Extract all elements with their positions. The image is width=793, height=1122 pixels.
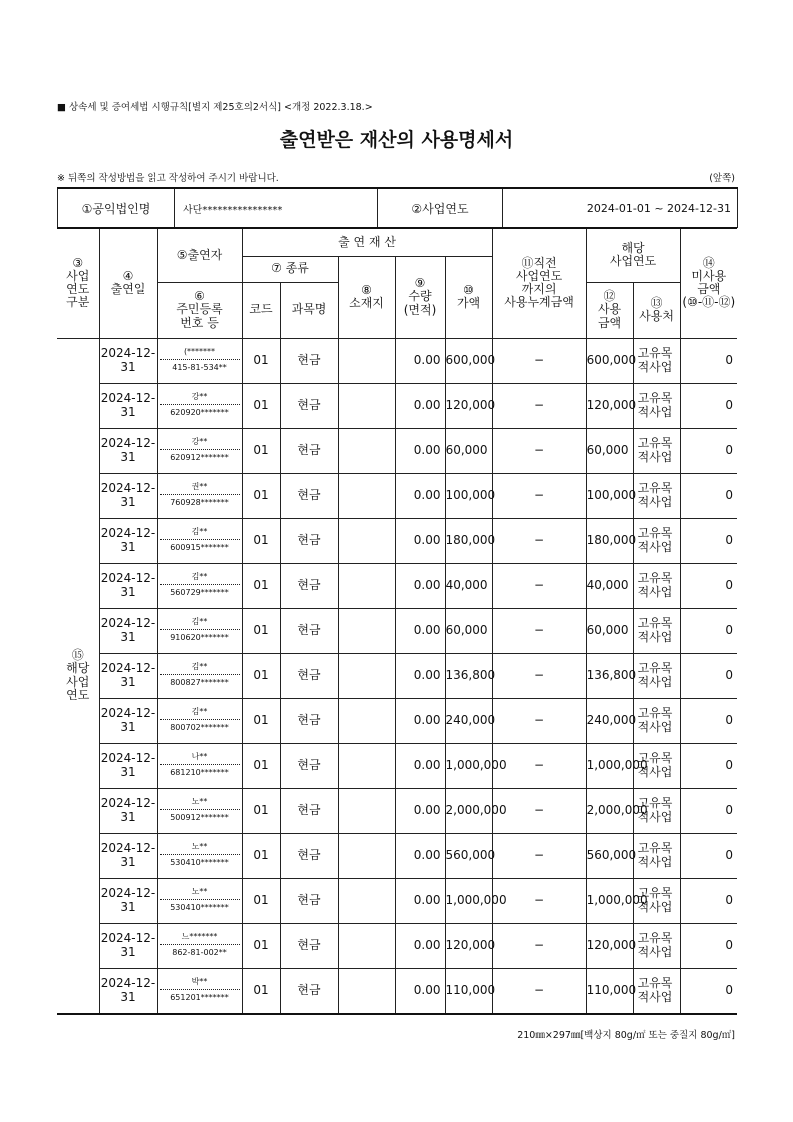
asset-code: 01 (242, 473, 280, 518)
table-row (57, 473, 737, 518)
asset-subject: 현금 (280, 608, 338, 653)
asset-subject: 현금 (280, 923, 338, 968)
header-year-category: ③ 사업 연도 구분 (57, 228, 99, 338)
unused-amount: 0 (680, 653, 737, 698)
asset-quantity: 0.00 (395, 833, 445, 878)
unused-amount: 0 (680, 878, 737, 923)
asset-code: 01 (242, 743, 280, 788)
donation-date: 2024-12-31 (99, 923, 157, 968)
asset-subject: 현금 (280, 563, 338, 608)
donor-name: 노** (160, 843, 240, 855)
unused-amount: 0 (680, 743, 737, 788)
donor-cell (157, 833, 242, 878)
donation-date: 2024-12-31 (99, 878, 157, 923)
donation-date: 2024-12-31 (99, 563, 157, 608)
asset-quantity: 0.00 (395, 923, 445, 968)
asset-location (338, 653, 395, 698)
asset-usage-table (57, 227, 737, 1015)
page-title: 출연받은 재산의 사용명세서 (279, 129, 514, 151)
prev-cumulative: − (492, 878, 586, 923)
donor-id: 681210******* (170, 768, 229, 777)
unused-amount: 0 (680, 428, 737, 473)
asset-value: 136,800 (445, 653, 492, 698)
donor-id: 600915******* (170, 543, 229, 552)
header-donation-date: ④ 출연일 (99, 228, 157, 338)
donor-id: 800827******* (170, 678, 229, 687)
asset-value: 180,000 (445, 518, 492, 563)
asset-location (338, 563, 395, 608)
header-quantity: ⑨ 수량 (면적) (395, 256, 445, 338)
used-amount: 60,000 (586, 608, 633, 653)
donor-cell (157, 968, 242, 1014)
table-row (57, 833, 737, 878)
donor-id: 620920******* (170, 408, 229, 417)
header-unused-amount: ⑭ 미사용 금액 (⑩-⑪-⑫) (680, 228, 737, 338)
asset-value: 110,000 (445, 968, 492, 1014)
donor-cell (157, 383, 242, 428)
donation-date: 2024-12-31 (99, 338, 157, 383)
asset-subject: 현금 (280, 383, 338, 428)
donation-date: 2024-12-31 (99, 788, 157, 833)
asset-value: 2,000,000 (445, 788, 492, 833)
asset-code: 01 (242, 833, 280, 878)
header-value: ⑩ 가액 (445, 256, 492, 338)
donor-cell (157, 653, 242, 698)
asset-subject: 현금 (280, 968, 338, 1014)
unused-amount: 0 (680, 698, 737, 743)
page-side-label: (앞쪽) (709, 173, 735, 184)
donation-date: 2024-12-31 (99, 698, 157, 743)
donor-name: 강** (160, 438, 240, 450)
business-year-value: 2024-01-01 ~ 2024-12-31 (503, 188, 738, 228)
donor-name: 느******* (160, 933, 240, 945)
donor-name: 강** (160, 393, 240, 405)
asset-code: 01 (242, 653, 280, 698)
asset-value: 560,000 (445, 833, 492, 878)
donation-date: 2024-12-31 (99, 518, 157, 563)
used-amount: 2,000,000 (586, 788, 633, 833)
used-amount: 120,000 (586, 383, 633, 428)
donor-id: 560729******* (170, 588, 229, 597)
asset-value: 240,000 (445, 698, 492, 743)
donor-cell (157, 743, 242, 788)
used-amount: 600,000 (586, 338, 633, 383)
asset-subject: 현금 (280, 833, 338, 878)
donor-cell (157, 473, 242, 518)
table-row (57, 518, 737, 563)
donor-cell (157, 698, 242, 743)
asset-code: 01 (242, 878, 280, 923)
donation-date: 2024-12-31 (99, 833, 157, 878)
prev-cumulative: − (492, 608, 586, 653)
donor-name: 김** (160, 663, 240, 675)
asset-subject: 현금 (280, 788, 338, 833)
header-used-amount: ⑫ 사용 금액 (586, 282, 633, 338)
usage-place: 고유목적사업 (633, 833, 680, 878)
info-table (57, 187, 738, 228)
unused-amount: 0 (680, 968, 737, 1014)
unused-amount: 0 (680, 473, 737, 518)
table-row (57, 698, 737, 743)
donor-cell (157, 338, 242, 383)
used-amount: 1,000,000 (586, 878, 633, 923)
header-current-year: 해당 사업연도 (586, 228, 680, 282)
donor-id: 651201******* (170, 993, 229, 1002)
prev-cumulative: − (492, 833, 586, 878)
donor-name: 노** (160, 798, 240, 810)
usage-place: 고유목적사업 (633, 923, 680, 968)
donor-name: 김** (160, 618, 240, 630)
asset-quantity: 0.00 (395, 473, 445, 518)
asset-code: 01 (242, 968, 280, 1014)
header-code: 코드 (242, 282, 280, 338)
prev-cumulative: − (492, 473, 586, 518)
usage-place: 고유목적사업 (633, 473, 680, 518)
donor-id: 760928******* (170, 498, 229, 507)
donor-id: 500912******* (170, 813, 229, 822)
usage-place: 고유목적사업 (633, 428, 680, 473)
asset-subject: 현금 (280, 473, 338, 518)
donor-id: 800702******* (170, 723, 229, 732)
asset-subject: 현금 (280, 428, 338, 473)
asset-code: 01 (242, 608, 280, 653)
asset-quantity: 0.00 (395, 518, 445, 563)
header-type: ⑦ 종류 (242, 256, 338, 282)
usage-place: 고유목적사업 (633, 653, 680, 698)
prev-cumulative: − (492, 428, 586, 473)
donor-cell (157, 878, 242, 923)
table-row (57, 653, 737, 698)
donor-id: 862-81-002** (172, 948, 227, 957)
donor-name: 권** (160, 483, 240, 495)
prev-cumulative: − (492, 698, 586, 743)
prev-cumulative: − (492, 563, 586, 608)
unused-amount: 0 (680, 563, 737, 608)
asset-value: 100,000 (445, 473, 492, 518)
asset-location (338, 878, 395, 923)
used-amount: 180,000 (586, 518, 633, 563)
used-amount: 560,000 (586, 833, 633, 878)
paper-spec: 210㎜×297㎜[백상지 80g/㎡ 또는 중질지 80g/㎡] (517, 1030, 735, 1041)
asset-location (338, 383, 395, 428)
table-row (57, 968, 737, 1014)
asset-location (338, 338, 395, 383)
asset-quantity: 0.00 (395, 428, 445, 473)
asset-value: 60,000 (445, 608, 492, 653)
asset-code: 01 (242, 338, 280, 383)
asset-location (338, 518, 395, 563)
asset-code: 01 (242, 383, 280, 428)
donor-name: 박** (160, 978, 240, 990)
donor-name: 김** (160, 708, 240, 720)
asset-quantity: 0.00 (395, 743, 445, 788)
corp-name-label: ①공익법인명 (58, 188, 175, 228)
donor-name: 김** (160, 528, 240, 540)
asset-value: 40,000 (445, 563, 492, 608)
header-resident-number: ⑥ 주민등록 번호 등 (157, 282, 242, 338)
header-usage: ⑬ 사용처 (633, 282, 680, 338)
donation-date: 2024-12-31 (99, 608, 157, 653)
table-row (57, 788, 737, 833)
prev-cumulative: − (492, 653, 586, 698)
asset-code: 01 (242, 518, 280, 563)
unused-amount: 0 (680, 788, 737, 833)
donor-id: 530410******* (170, 858, 229, 867)
asset-location (338, 788, 395, 833)
usage-place: 고유목적사업 (633, 878, 680, 923)
used-amount: 1,000,000 (586, 743, 633, 788)
corp-name-value: 사단**************** (175, 188, 378, 228)
prev-cumulative: − (492, 383, 586, 428)
table-row (57, 338, 737, 383)
used-amount: 60,000 (586, 428, 633, 473)
donor-name: 노** (160, 888, 240, 900)
unused-amount: 0 (680, 923, 737, 968)
donation-date: 2024-12-31 (99, 383, 157, 428)
asset-location (338, 968, 395, 1014)
usage-place: 고유목적사업 (633, 383, 680, 428)
usage-place: 고유목적사업 (633, 608, 680, 653)
instruction-note: ※ 뒤쪽의 작성방법을 읽고 작성하여 주시기 바랍니다. (57, 173, 279, 184)
donor-id: 910620******* (170, 633, 229, 642)
usage-place: 고유목적사업 (633, 338, 680, 383)
donor-cell (157, 563, 242, 608)
usage-place: 고유목적사업 (633, 563, 680, 608)
asset-subject: 현금 (280, 518, 338, 563)
asset-quantity: 0.00 (395, 608, 445, 653)
asset-quantity: 0.00 (395, 653, 445, 698)
used-amount: 40,000 (586, 563, 633, 608)
asset-subject: 현금 (280, 653, 338, 698)
unused-amount: 0 (680, 608, 737, 653)
asset-subject: 현금 (280, 338, 338, 383)
donation-date: 2024-12-31 (99, 743, 157, 788)
asset-value: 1,000,000 (445, 878, 492, 923)
header-location: ⑧ 소재지 (338, 256, 395, 338)
used-amount: 120,000 (586, 923, 633, 968)
asset-code: 01 (242, 563, 280, 608)
asset-quantity: 0.00 (395, 563, 445, 608)
prev-cumulative: − (492, 743, 586, 788)
table-row (57, 878, 737, 923)
asset-value: 1,000,000 (445, 743, 492, 788)
usage-place: 고유목적사업 (633, 518, 680, 563)
prev-cumulative: − (492, 338, 586, 383)
donor-id: 530410******* (170, 903, 229, 912)
donation-date: 2024-12-31 (99, 653, 157, 698)
asset-location (338, 428, 395, 473)
asset-quantity: 0.00 (395, 878, 445, 923)
asset-quantity: 0.00 (395, 788, 445, 833)
usage-place: 고유목적사업 (633, 968, 680, 1014)
unused-amount: 0 (680, 338, 737, 383)
asset-code: 01 (242, 923, 280, 968)
donation-date: 2024-12-31 (99, 473, 157, 518)
prev-cumulative: − (492, 923, 586, 968)
usage-place: 고유목적사업 (633, 743, 680, 788)
donor-id: 415-81-534** (172, 363, 227, 372)
unused-amount: 0 (680, 833, 737, 878)
donor-id: 620912******* (170, 453, 229, 462)
asset-quantity: 0.00 (395, 968, 445, 1014)
current-year-label: ⑮ 해당 사업 연도 (57, 338, 99, 1014)
table-row (57, 743, 737, 788)
used-amount: 110,000 (586, 968, 633, 1014)
table-row (57, 923, 737, 968)
asset-quantity: 0.00 (395, 698, 445, 743)
asset-location (338, 698, 395, 743)
donor-name: 김** (160, 573, 240, 585)
asset-location (338, 923, 395, 968)
asset-value: 600,000 (445, 338, 492, 383)
header-donated-assets: 출 연 재 산 (242, 228, 492, 256)
asset-subject: 현금 (280, 878, 338, 923)
asset-quantity: 0.00 (395, 383, 445, 428)
table-row (57, 383, 737, 428)
donor-cell (157, 923, 242, 968)
donor-cell (157, 428, 242, 473)
prev-cumulative: − (492, 788, 586, 833)
asset-subject: 현금 (280, 698, 338, 743)
business-year-label: ②사업연도 (378, 188, 503, 228)
asset-code: 01 (242, 788, 280, 833)
donor-cell (157, 788, 242, 833)
usage-place: 고유목적사업 (633, 788, 680, 833)
asset-subject: 현금 (280, 743, 338, 788)
donor-name: 나** (160, 753, 240, 765)
used-amount: 100,000 (586, 473, 633, 518)
asset-value: 120,000 (445, 383, 492, 428)
unused-amount: 0 (680, 518, 737, 563)
asset-location (338, 743, 395, 788)
asset-value: 120,000 (445, 923, 492, 968)
donor-cell (157, 608, 242, 653)
donor-cell (157, 518, 242, 563)
donation-date: 2024-12-31 (99, 428, 157, 473)
asset-quantity: 0.00 (395, 338, 445, 383)
used-amount: 240,000 (586, 698, 633, 743)
donation-date: 2024-12-31 (99, 968, 157, 1014)
header-prev-cumulative: ⑪직전 사업연도 까지의 사용누계금액 (492, 228, 586, 338)
unused-amount: 0 (680, 383, 737, 428)
asset-location (338, 833, 395, 878)
usage-place: 고유목적사업 (633, 698, 680, 743)
asset-code: 01 (242, 698, 280, 743)
asset-location (338, 473, 395, 518)
prev-cumulative: − (492, 968, 586, 1014)
donor-name: (******* (160, 348, 240, 360)
table-row (57, 563, 737, 608)
prev-cumulative: − (492, 518, 586, 563)
table-row (57, 608, 737, 653)
header-donor: ⑤출연자 (157, 228, 242, 282)
asset-location (338, 608, 395, 653)
table-row (57, 428, 737, 473)
asset-code: 01 (242, 428, 280, 473)
asset-value: 60,000 (445, 428, 492, 473)
used-amount: 136,800 (586, 653, 633, 698)
header-subject: 과목명 (280, 282, 338, 338)
form-header-line: ■ 상속세 및 증여세법 시행규칙[별지 제25호의2서식] <개정 2022.3.18.> (57, 102, 373, 113)
